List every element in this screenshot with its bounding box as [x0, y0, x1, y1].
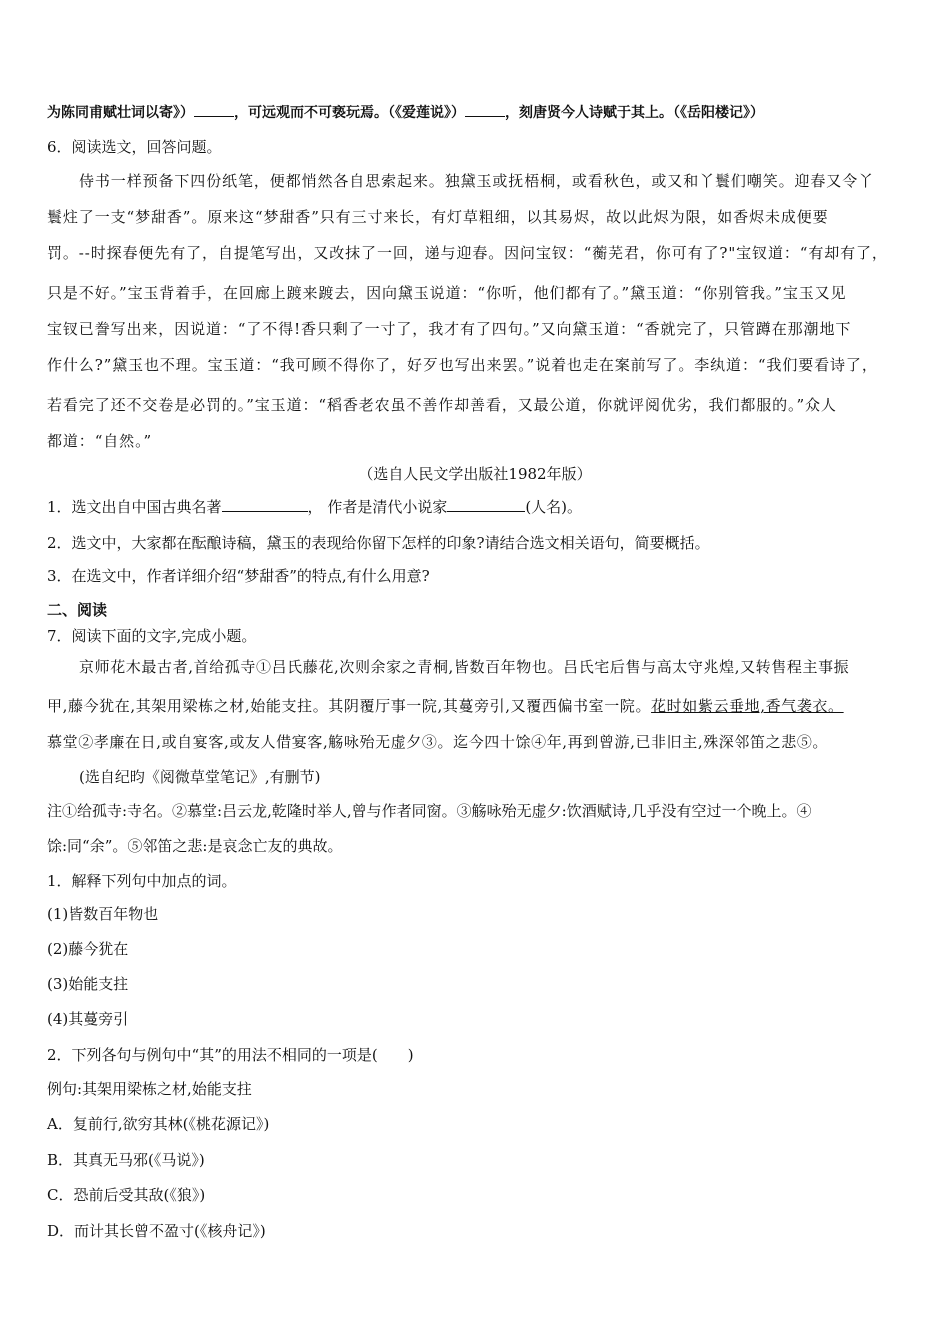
q6-passage-line: 罚。--时探春便先有了，自提笔写出，又改抹了一回，递与迎春。因问宝钗：“蘅芜君，你可有了?"宝钗道：“有却有了， [47, 244, 888, 262]
answer-blank [194, 102, 234, 117]
q7-sub1-item: (2)藤今犹在 [47, 940, 129, 958]
q7-option-a: A．复前行,欲穷其林(《桃花源记》) [47, 1115, 270, 1133]
q6-passage-line: 只是不好。”宝玉背着手，在回廊上踱来踱去，因向黛玉说道：“你听，他们都有了。”黛玉道：“你别管我。”宝玉又见 [47, 284, 847, 302]
tail-text-c: ，刻唐贤今人诗赋于其上。（《岳阳楼记》） [505, 105, 764, 121]
q7-note-line: 注①给孤寺:寺名。②慕堂:吕云龙,乾隆时举人,曾与作者同窗。③觞咏殆无虚夕:饮酒赋诗,几乎没有空过一个晚上。④ [47, 802, 812, 820]
q7-source: (选自纪昀《阅微草堂笔记》,有删节) [79, 768, 321, 786]
q6-source: （选自人民文学出版社1982年版） [358, 465, 592, 483]
q7-passage-line: 慕堂②孝廉在日,或自宴客,或友人借宴客,觞咏殆无虚夕③。迄今四十馀④年,再到曾游,已非旧主,殊深邻笛之悲⑤。 [47, 733, 829, 751]
q7-option-b: B．其真无马邪(《马说》) [47, 1151, 205, 1169]
q7-passage-line [47, 696, 844, 716]
tail-text-a: 为陈同甫赋壮词以寄》） [47, 105, 194, 121]
q7-sub1-item: (1)皆数百年物也 [47, 905, 159, 923]
q6-sub-question-1 [47, 497, 582, 517]
answer-blank [447, 497, 525, 512]
q7-sub1-item: (4)其蔓旁引 [47, 1010, 129, 1028]
q7-note-line: 馀:同“余”。⑤邻笛之悲:是哀念亡友的典故。 [47, 837, 343, 855]
q6-passage-line: 作什么?”黛玉也不理。宝玉道：“我可顾不得你了，好歹也写出来罢。”说着也走在案前写了。李纨道：“我们要看诗了， [47, 356, 878, 374]
question-6-heading: 6．阅读选文，回答问题。 [47, 138, 222, 156]
answer-blank [465, 102, 505, 117]
underlined-sentence: 花时如紫云垂地,香气袭衣。 [651, 697, 844, 715]
question-7-heading: 7．阅读下面的文字,完成小题。 [47, 627, 257, 645]
q6-passage-line: 若看完了还不交卷是必罚的。”宝玉道：“稻香老农虽不善作却善看，又最公道，你就评阅优劣，我们都服的。”众人 [47, 396, 837, 414]
previous-question-tail [47, 102, 764, 123]
q6-sub1-text: 1．选文出自中国古典名著 [47, 498, 222, 516]
answer-blank [222, 497, 308, 512]
q7-sub1-item: (3)始能支拄 [47, 975, 129, 993]
q7-passage-line: 京师花木最古者,首给孤寺①吕氏藤花,次则余家之青桐,皆数百年物也。吕氏宅后售与高太守兆煌,又转售程主事振 [79, 658, 850, 676]
q6-passage-line: 侍书一样预备下四份纸笔，便都悄然各自思索起来。独黛玉或抚梧桐，或看秋色，或又和丫鬟们嘲笑。迎春又令丫 [79, 172, 875, 190]
q6-sub1-text: (人名)。 [525, 498, 583, 516]
q7-option-c: C．恐前后受其敌(《狼》) [47, 1186, 206, 1204]
q7-example-sentence: 例句:其架用梁栋之材,始能支拄 [47, 1080, 252, 1098]
q6-passage-line: 鬟炷了一支“梦甜香”。原来这“梦甜香”只有三寸来长，有灯草粗细，以其易烬，故以此烬为限，如香烬未成便要 [47, 208, 829, 226]
q6-passage-line: 宝钗已誊写出来，因说道：“了不得!香只剩了一寸了，我才有了四句。”又向黛玉道：“香就完了，只管蹲在那潮地下 [47, 320, 852, 338]
q7-sub-question-2: 2．下列各句与例句中“其”的用法不相同的一项是( ) [47, 1046, 414, 1064]
tail-text-b: ，可远观而不可亵玩焉。（《爱莲说》） [234, 105, 465, 121]
q6-sub-question-3: 3．在选文中，作者详细介绍“梦甜香”的特点,有什么用意? [47, 567, 430, 585]
q6-sub-question-2: 2．选文中，大家都在酝酿诗稿，黛玉的表现给你留下怎样的印象?请结合选文相关语句，简要概括。 [47, 534, 710, 552]
q7-passage-text: 甲,藤今犹在,其架用梁栋之材,始能支拄。其阴覆厅事一院,其蔓旁引,又覆西偏书室一院。 [47, 697, 652, 715]
q7-sub-question-1: 1．解释下列句中加点的词。 [47, 872, 237, 890]
q7-option-d: D．而计其长曾不盈寸(《核舟记》) [47, 1222, 266, 1240]
q6-sub1-text: ， 作者是清代小说家 [307, 498, 448, 516]
q6-passage-line: 都道：“自然。” [47, 432, 153, 450]
section-heading: 二、阅读 [47, 601, 108, 619]
